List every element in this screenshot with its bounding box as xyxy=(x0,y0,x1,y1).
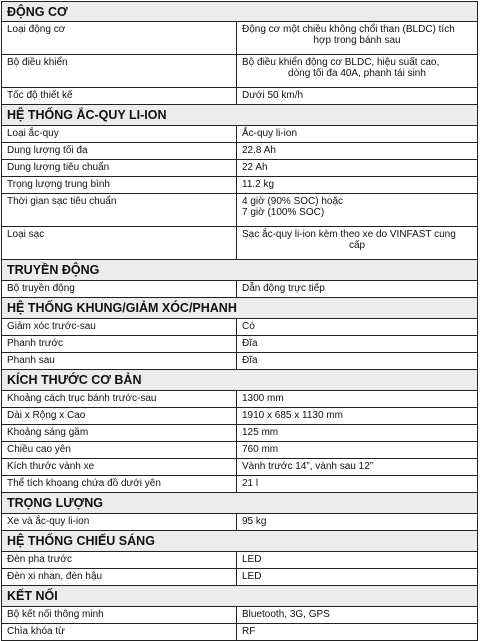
spec-value-line: 1300 mm xyxy=(242,393,284,404)
spec-value xyxy=(237,194,477,226)
spec-value xyxy=(237,552,477,568)
section-header: KẾT NỐI xyxy=(1,586,478,607)
spec-value xyxy=(237,459,477,475)
spec-row xyxy=(1,514,478,531)
spec-value-line: 95 kg xyxy=(242,516,267,527)
spec-value-line: Bluetooth, 3G, GPS xyxy=(242,609,330,620)
spec-label: Đèn pha trước xyxy=(2,552,237,568)
spec-value xyxy=(237,425,477,441)
spec-row xyxy=(1,552,478,569)
spec-label: Chiều cao yên xyxy=(2,442,237,458)
spec-table xyxy=(1,1,478,641)
spec-row xyxy=(1,408,478,425)
section-header: HỆ THỐNG KHUNG/GIẢM XÓC/PHANH xyxy=(1,298,478,319)
spec-value-line: Bộ điều khiển động cơ BLDC, hiệu suất cao, xyxy=(242,57,440,68)
spec-value xyxy=(237,442,477,458)
spec-value xyxy=(237,514,477,530)
spec-value xyxy=(237,22,477,54)
spec-value-line: 1910 x 685 x 1130 mm xyxy=(242,410,343,421)
spec-row xyxy=(1,353,478,370)
spec-label: Dài x Rộng x Cao xyxy=(2,408,237,424)
spec-label: Kích thước vành xe xyxy=(2,459,237,475)
spec-value-line: LED xyxy=(242,554,262,565)
spec-label: Dung lượng tiêu chuẩn xyxy=(2,160,237,176)
section-header: HỆ THỐNG ẮC-QUY LI-ION xyxy=(1,105,478,126)
section-header: TRỌNG LƯỢNG xyxy=(1,493,478,514)
spec-row xyxy=(1,160,478,177)
spec-value xyxy=(237,55,477,87)
spec-row xyxy=(1,607,478,624)
spec-label: Giảm xóc trước-sau xyxy=(2,319,237,335)
spec-label: Loại ắc-quy xyxy=(2,126,237,142)
spec-label: Khoảng cách trục bánh trước-sau xyxy=(2,391,237,407)
spec-value-line: cấp xyxy=(348,240,366,251)
spec-value xyxy=(237,569,477,585)
section-header: KÍCH THƯỚC CƠ BẢN xyxy=(1,370,478,391)
spec-value xyxy=(237,336,477,352)
spec-row xyxy=(1,177,478,194)
spec-value xyxy=(237,88,477,104)
spec-value xyxy=(237,476,477,492)
spec-row xyxy=(1,126,478,143)
spec-row xyxy=(1,281,478,298)
spec-value xyxy=(237,408,477,424)
spec-row xyxy=(1,22,478,55)
spec-row xyxy=(1,459,478,476)
section-header: HỆ THỐNG CHIẾU SÁNG xyxy=(1,531,478,552)
spec-value-line: Có xyxy=(242,321,255,332)
spec-value-line: 125 mm xyxy=(242,427,279,438)
spec-label: Tốc độ thiết kế xyxy=(2,88,237,104)
spec-value-line: 760 mm xyxy=(242,444,279,455)
section-header: ĐỘNG CƠ xyxy=(1,1,478,22)
spec-value xyxy=(237,319,477,335)
spec-row xyxy=(1,88,478,105)
section-header: TRUYỀN ĐỘNG xyxy=(1,260,478,281)
spec-value-line: hợp trong bánh sau xyxy=(313,35,401,46)
spec-row xyxy=(1,143,478,160)
spec-row xyxy=(1,319,478,336)
spec-value-line: dòng tối đa 40A, phanh tái sinh xyxy=(288,68,426,79)
spec-value-line: Vành trước 14”, vành sau 12” xyxy=(242,461,374,472)
spec-value xyxy=(237,607,477,623)
spec-value-line: Dưới 50 km/h xyxy=(242,90,304,101)
spec-value xyxy=(237,160,477,176)
spec-value-line: LED xyxy=(242,571,262,582)
spec-label: Phanh sau xyxy=(2,353,237,369)
spec-label: Đèn xi nhan, đèn hậu xyxy=(2,569,237,585)
spec-row xyxy=(1,55,478,88)
spec-label: Dung lượng tối đa xyxy=(2,143,237,159)
spec-value-line: Dẫn động trực tiếp xyxy=(242,283,325,294)
spec-value-line: Ắc-quy li-ion xyxy=(242,128,298,139)
spec-value-line: Đĩa xyxy=(242,338,258,349)
spec-label: Loại động cơ xyxy=(2,22,237,54)
spec-row xyxy=(1,391,478,408)
spec-value xyxy=(237,227,477,259)
spec-row xyxy=(1,624,478,641)
spec-label: Bộ truyền động xyxy=(2,281,237,297)
spec-value-line: 11.2 kg xyxy=(242,179,275,190)
spec-label: Phanh trước xyxy=(2,336,237,352)
spec-value xyxy=(237,143,477,159)
spec-value-line: Đĩa xyxy=(242,355,258,366)
spec-value-line: 21 l xyxy=(242,478,259,489)
spec-label: Bộ kết nối thông minh xyxy=(2,607,237,623)
spec-row xyxy=(1,425,478,442)
spec-row xyxy=(1,476,478,493)
spec-label: Thể tích khoang chứa đồ dưới yên xyxy=(2,476,237,492)
spec-value xyxy=(237,353,477,369)
spec-label: Trọng lượng trung bình xyxy=(2,177,237,193)
spec-row xyxy=(1,336,478,353)
spec-value xyxy=(237,391,477,407)
spec-value-line: Sạc ắc-quy li-ion kèm theo xe do VINFAST cung xyxy=(242,229,456,240)
spec-value-line: RF xyxy=(242,626,256,637)
spec-label: Chìa khóa từ xyxy=(2,624,237,640)
spec-value xyxy=(237,281,477,297)
spec-label: Bộ điều khiển xyxy=(2,55,237,87)
spec-value-line: 22 Ah xyxy=(242,162,268,173)
spec-value-line: 4 giờ (90% SOC) hoặc xyxy=(242,196,344,207)
spec-value xyxy=(237,126,477,142)
spec-value xyxy=(237,177,477,193)
spec-row xyxy=(1,442,478,459)
spec-label: Loại sạc xyxy=(2,227,237,259)
spec-label: Thời gian sạc tiêu chuẩn xyxy=(2,194,237,226)
spec-value-line: 7 giờ (100% SOC) xyxy=(242,207,325,218)
spec-label: Khoảng sáng gầm xyxy=(2,425,237,441)
spec-row xyxy=(1,227,478,260)
spec-row xyxy=(1,569,478,586)
spec-label: Xe và ắc-quy li-ion xyxy=(2,514,237,530)
spec-row xyxy=(1,194,478,227)
spec-value-line: Động cơ một chiều không chổi than (BLDC) tích xyxy=(242,24,455,35)
spec-value-line: 22.8 Ah xyxy=(242,145,276,156)
spec-value xyxy=(237,624,477,640)
